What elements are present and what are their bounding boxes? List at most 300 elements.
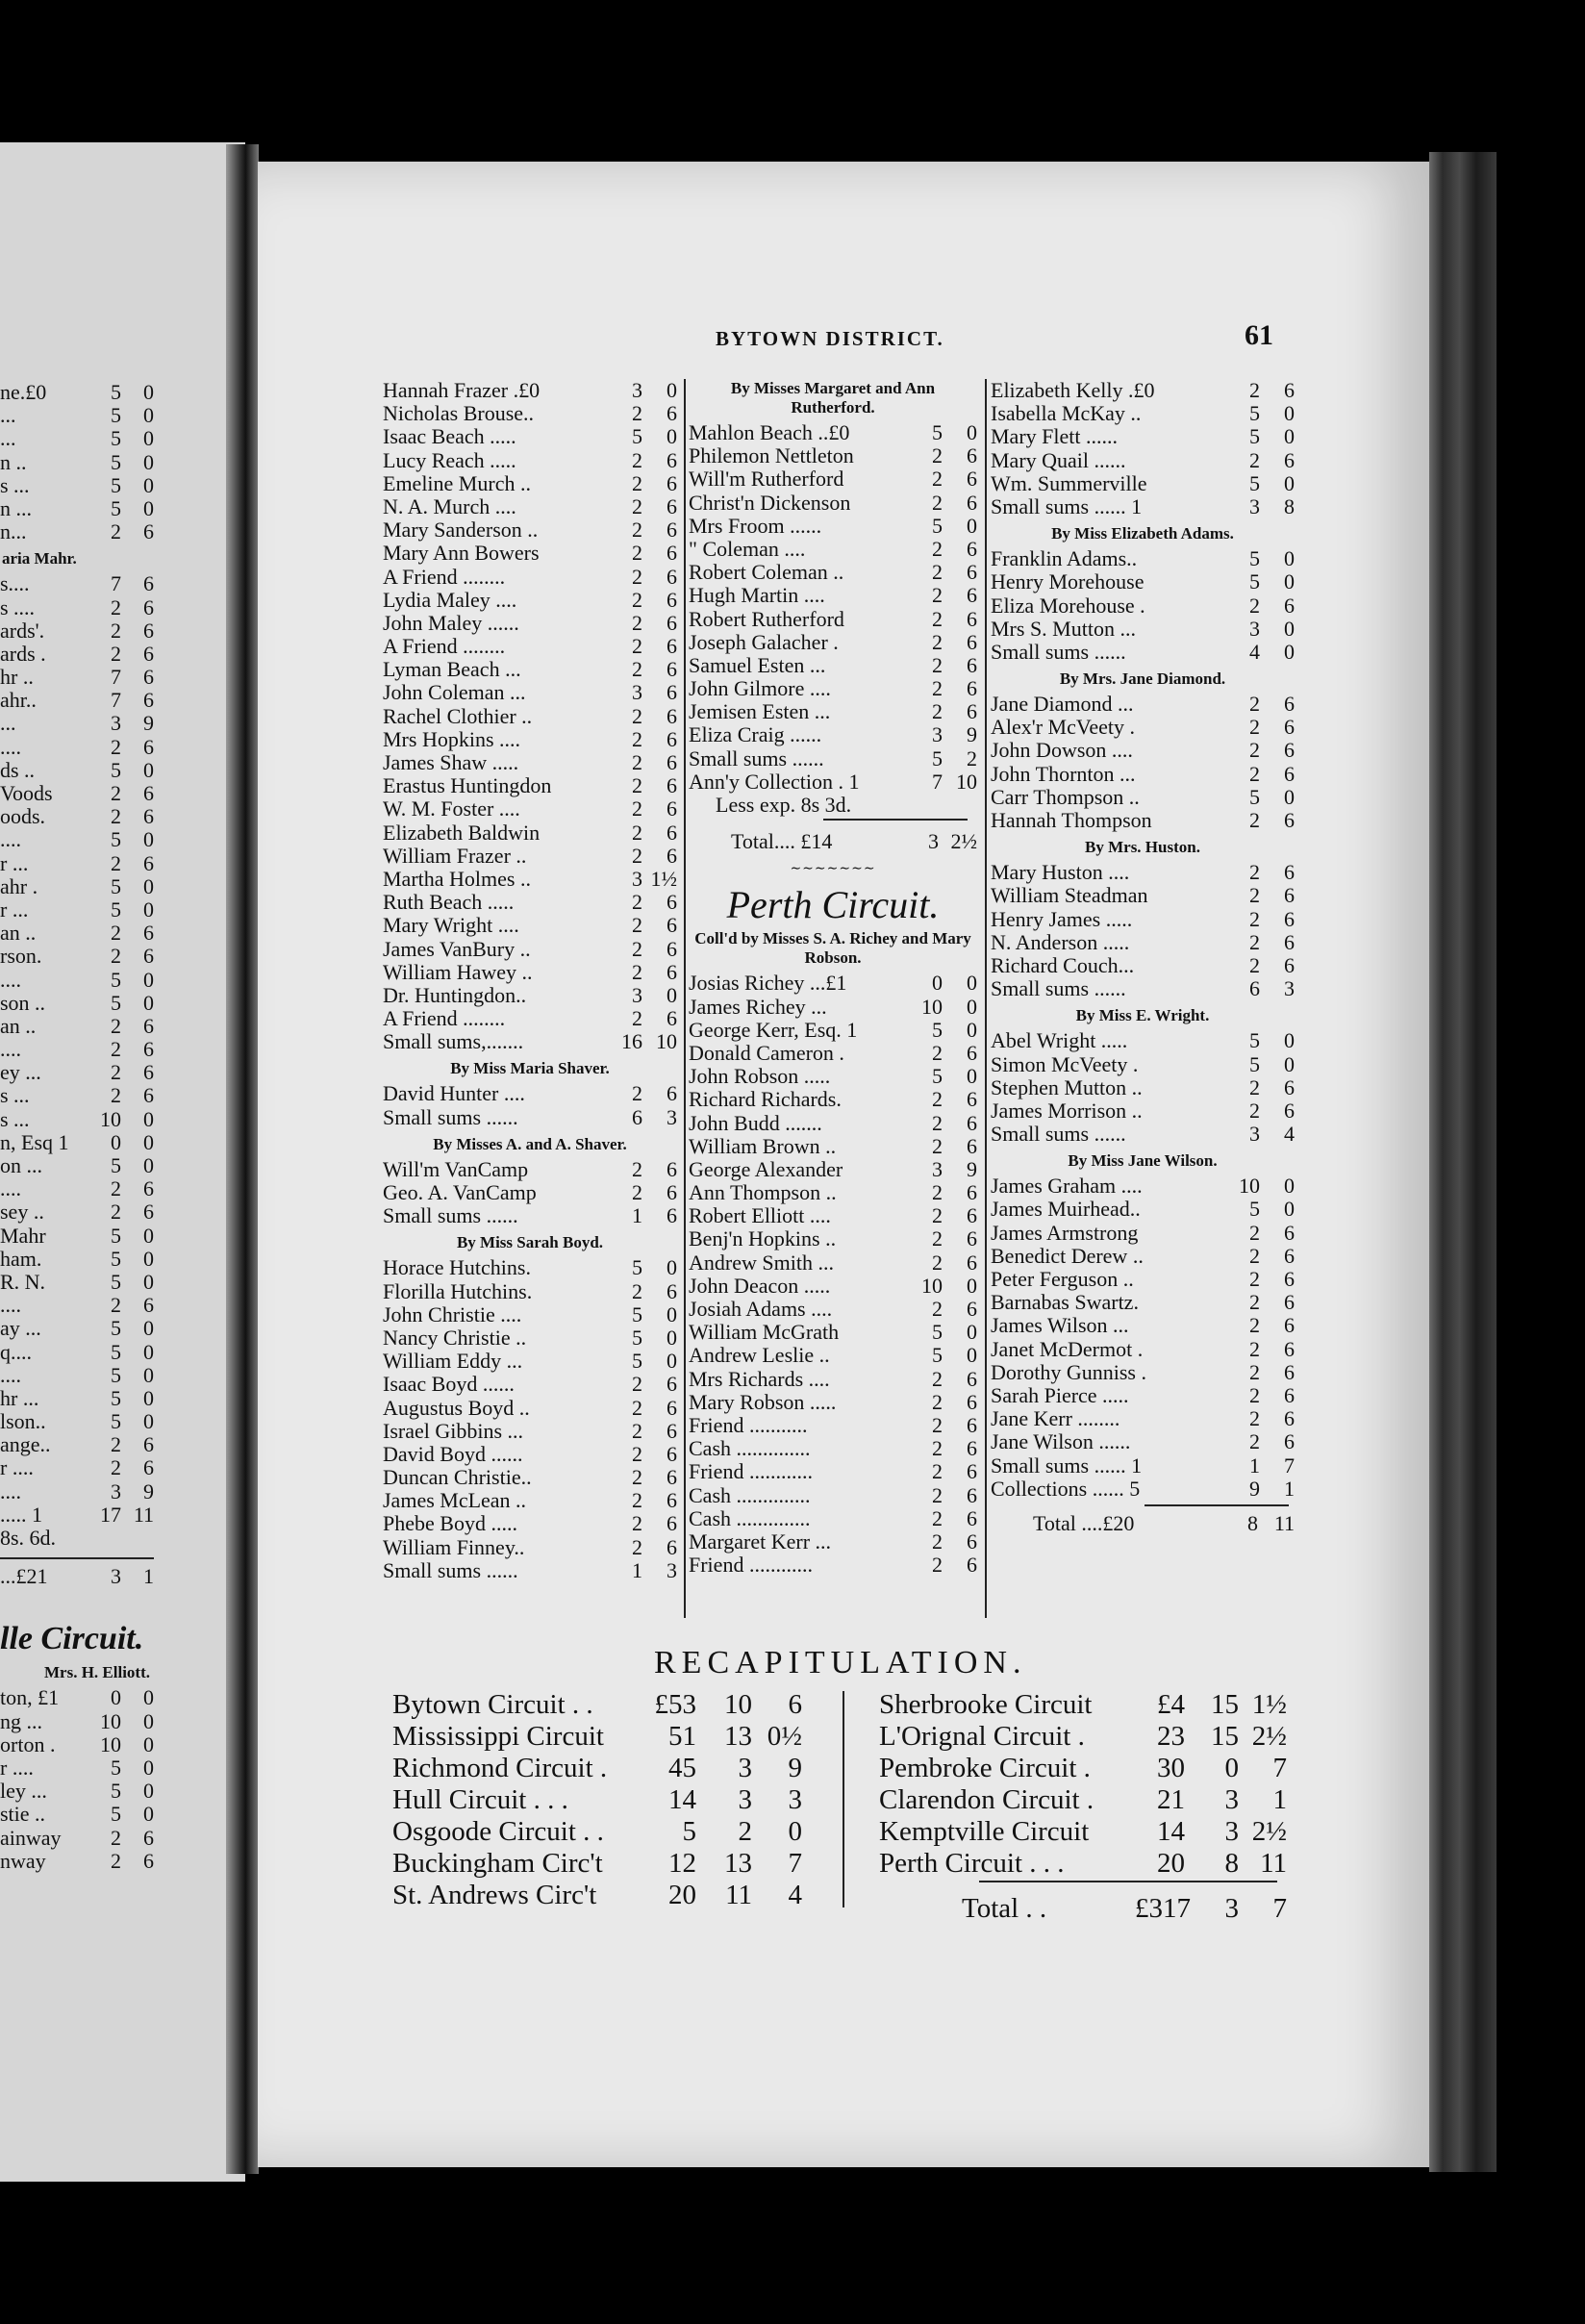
entry-amount: £317 bbox=[1135, 1893, 1191, 1924]
entry-amount: 0 bbox=[667, 1325, 677, 1350]
entry-amount: 2 bbox=[111, 1455, 121, 1480]
entry-amount: 0 bbox=[143, 1153, 154, 1177]
entry-amount: 2 bbox=[932, 1040, 943, 1065]
entry-amount: 9 bbox=[967, 1156, 977, 1181]
page-number: 61 bbox=[1245, 319, 1273, 351]
entry-name: John Thornton ... bbox=[991, 762, 1136, 786]
list-row bbox=[0, 1756, 154, 1780]
entry-amount: 0 bbox=[143, 1802, 154, 1827]
entry-amount: 2 bbox=[111, 1432, 121, 1457]
entry-amount: 6 bbox=[1284, 1267, 1295, 1291]
list-row bbox=[991, 693, 1295, 716]
list-row bbox=[383, 728, 677, 751]
entry-amount: 2 bbox=[632, 936, 642, 961]
list-row bbox=[0, 922, 154, 945]
entry-amount: 6 bbox=[967, 490, 977, 515]
column-divider-1 bbox=[684, 379, 686, 1618]
entry-name: r ... bbox=[0, 897, 29, 922]
entry-amount: 2 bbox=[932, 1180, 943, 1205]
entry-amount: 11 bbox=[1260, 1848, 1287, 1879]
entry-name: Mary Flett ...... bbox=[991, 425, 1118, 449]
entry-amount: 5 bbox=[932, 1320, 943, 1345]
entry-name: hr ... bbox=[0, 1386, 39, 1410]
entry-name: Josiah Adams .... bbox=[689, 1298, 833, 1321]
entry-name: William Brown .. bbox=[689, 1134, 837, 1158]
entry-amount: 8 bbox=[1284, 493, 1295, 518]
entry-amount: 6 bbox=[143, 734, 154, 759]
list-row bbox=[0, 992, 154, 1015]
entry-amount: 2 bbox=[932, 1110, 943, 1135]
list-row bbox=[689, 561, 977, 584]
entry-name: James Richey ... bbox=[689, 995, 827, 1019]
entry-name: A Friend ........ bbox=[383, 1007, 506, 1031]
list-row bbox=[383, 1082, 677, 1105]
entry-amount: 2 bbox=[1249, 906, 1260, 931]
entry-amount: 9 bbox=[143, 1478, 154, 1503]
entry-amount: 6 bbox=[667, 680, 677, 705]
entry-amount: 6 bbox=[143, 1200, 154, 1225]
entry-amount: 2 bbox=[111, 781, 121, 805]
entry-amount: 0 bbox=[667, 378, 677, 402]
entry-amount: 5 bbox=[932, 745, 943, 770]
entry-amount: 6 bbox=[1284, 1336, 1295, 1361]
entry-amount: 5 bbox=[1249, 401, 1260, 426]
list-row bbox=[0, 1780, 154, 1803]
entry-amount: 6 bbox=[967, 583, 977, 608]
entry-name: Small sums,....... bbox=[383, 1030, 524, 1054]
entry-amount: 0 bbox=[143, 873, 154, 898]
entry-amount: 2 bbox=[111, 944, 121, 969]
entry-name: ne.£0 bbox=[0, 381, 47, 404]
entry-amount: 0 bbox=[143, 1129, 154, 1154]
entry-name: Mary Ann Bowers bbox=[383, 542, 540, 566]
list-row bbox=[879, 1816, 1287, 1848]
list-row bbox=[0, 572, 154, 595]
entry-amount: 2 bbox=[632, 1465, 642, 1490]
entry-amount: 0 bbox=[967, 420, 977, 444]
entry-amount: 17 bbox=[100, 1502, 121, 1527]
list-row bbox=[0, 1108, 154, 1131]
entry-name: Mary Wright .... bbox=[383, 914, 519, 938]
entry-amount: 6 bbox=[667, 1180, 677, 1204]
list-row bbox=[991, 809, 1295, 832]
entry-name: n .. bbox=[0, 450, 27, 474]
list-row bbox=[879, 1784, 1287, 1816]
entry-name: Carr Thompson .. bbox=[991, 785, 1140, 809]
entry-amount: 6 bbox=[1284, 593, 1295, 618]
entry-name: Small sums ...... bbox=[991, 977, 1126, 1001]
list-row bbox=[0, 1527, 154, 1550]
entry-amount: 0 bbox=[1284, 401, 1295, 426]
entry-amount: 5 bbox=[111, 873, 121, 898]
list-row bbox=[0, 782, 154, 805]
entry-amount: 6 bbox=[667, 1278, 677, 1303]
entry-amount: 1 bbox=[632, 1557, 642, 1582]
entry-name: Augustus Boyd .. bbox=[383, 1396, 530, 1420]
list-row bbox=[392, 1721, 802, 1753]
entry-name: Cash .............. bbox=[689, 1437, 811, 1461]
entry-amount: 20 bbox=[1157, 1848, 1185, 1879]
list-row bbox=[383, 612, 677, 635]
entry-amount: 2 bbox=[932, 490, 943, 515]
list-row bbox=[991, 1198, 1295, 1221]
entry-amount: 0 bbox=[143, 380, 154, 404]
entry-name: James Wilson ... bbox=[991, 1314, 1129, 1338]
entry-name: Mahlon Beach ..£0 bbox=[689, 421, 850, 444]
entry-amount: 0 bbox=[143, 1731, 154, 1756]
entry-amount: 0 bbox=[1284, 569, 1295, 594]
list-row bbox=[383, 1489, 677, 1512]
entry-amount: 2 bbox=[632, 470, 642, 495]
list-row bbox=[383, 566, 677, 589]
entry-amount: 2 bbox=[632, 703, 642, 728]
list-row bbox=[689, 515, 977, 538]
entry-amount: 2 bbox=[111, 1293, 121, 1318]
list-row bbox=[0, 404, 154, 427]
list-row bbox=[991, 1291, 1295, 1314]
entry-name: s ... bbox=[0, 1084, 30, 1108]
list-row bbox=[383, 1512, 677, 1535]
entry-name: Richmond Circuit . bbox=[392, 1753, 608, 1783]
entry-name: Collections ...... 5 bbox=[991, 1477, 1141, 1501]
entry-name: 8s. 6d. bbox=[0, 1527, 57, 1550]
entry-amount: 3 bbox=[932, 1156, 943, 1181]
entry-name: N. A. Murch .... bbox=[383, 494, 516, 518]
entry-amount: 0 bbox=[1284, 1197, 1295, 1222]
list-row bbox=[383, 1420, 677, 1443]
entry-amount: 2 bbox=[1249, 929, 1260, 954]
entry-amount: 2 bbox=[1249, 808, 1260, 832]
entry-amount: 2 bbox=[111, 1825, 121, 1850]
entry-amount: 2 bbox=[632, 913, 642, 938]
entry-amount: 2 bbox=[632, 843, 642, 868]
entry-amount: 6 bbox=[1284, 1220, 1295, 1245]
list-row bbox=[383, 402, 677, 425]
entry-name: Martha Holmes .. bbox=[383, 867, 531, 891]
entry-amount: 2 bbox=[1249, 1429, 1260, 1454]
entry-name: Dorothy Gunniss . bbox=[991, 1360, 1146, 1384]
entry-amount: 14 bbox=[668, 1784, 696, 1815]
entry-name: Duncan Christie.. bbox=[383, 1466, 532, 1490]
list-row bbox=[689, 538, 977, 561]
entry-amount: 3 bbox=[738, 1784, 752, 1815]
entry-amount: 0 bbox=[143, 1362, 154, 1387]
entry-amount: 1 bbox=[1272, 1784, 1287, 1815]
entry-amount: 4 bbox=[1284, 1122, 1295, 1147]
list-row bbox=[383, 1326, 677, 1350]
entry-amount: 6 bbox=[1284, 808, 1295, 832]
entry-amount: 3 bbox=[738, 1753, 752, 1783]
entry-name: Mrs Richards .... bbox=[689, 1367, 830, 1391]
subheading-elizabeth-adams: By Miss Elizabeth Adams. bbox=[1051, 524, 1234, 543]
entry-amount: 0 bbox=[967, 1017, 977, 1042]
entry-name: Total . . bbox=[962, 1893, 1047, 1924]
entry-name: Bytown Circuit . . bbox=[392, 1689, 593, 1720]
entry-name: A Friend ........ bbox=[383, 635, 506, 659]
list-row bbox=[0, 1341, 154, 1364]
subheading-sarah-boyd: By Miss Sarah Boyd. bbox=[456, 1233, 604, 1252]
entry-amount: 5 bbox=[111, 1755, 121, 1780]
list-row bbox=[0, 1317, 154, 1340]
entry-amount: 1½ bbox=[1251, 1689, 1287, 1720]
col2-total-rule bbox=[823, 819, 968, 821]
entry-name: .... bbox=[0, 735, 21, 759]
list-row bbox=[879, 1689, 1287, 1721]
column-2 bbox=[689, 379, 977, 1577]
list-row bbox=[991, 1053, 1295, 1076]
entry-amount: 2 bbox=[111, 1037, 121, 1062]
list-row bbox=[879, 1721, 1287, 1753]
entry-name: Mrs S. Mutton ... bbox=[991, 617, 1136, 641]
list-row bbox=[0, 1686, 154, 1709]
entry-amount: 6 bbox=[667, 936, 677, 961]
list-row bbox=[991, 1175, 1295, 1198]
entry-name: Friend ............ bbox=[689, 1460, 813, 1484]
entry-amount: 6 bbox=[667, 843, 677, 868]
list-row bbox=[0, 1456, 154, 1479]
entry-amount: 15 bbox=[1211, 1689, 1239, 1720]
entry-amount: 6 bbox=[967, 629, 977, 654]
entry-amount: 1 bbox=[143, 1564, 154, 1589]
entry-amount: 6 bbox=[1284, 906, 1295, 931]
entry-amount: 7 bbox=[1272, 1753, 1287, 1783]
entry-amount: 6 bbox=[667, 1372, 677, 1397]
entry-name: ng ... bbox=[0, 1709, 42, 1733]
entry-amount bbox=[85, 1527, 121, 1550]
entry-amount: 9 bbox=[788, 1753, 802, 1783]
list-row bbox=[383, 472, 677, 495]
entry-amount: 0 bbox=[967, 1320, 977, 1345]
entry-amount: 6 bbox=[967, 1180, 977, 1205]
list-row bbox=[383, 518, 677, 542]
list-row bbox=[689, 972, 977, 995]
list-row bbox=[383, 1397, 677, 1420]
entry-name: Osgoode Circuit . . bbox=[392, 1816, 604, 1847]
entry-amount: 2 bbox=[111, 1060, 121, 1085]
entry-name: Elizabeth Baldwin bbox=[383, 821, 541, 845]
entry-amount: 2 bbox=[1249, 1406, 1260, 1431]
list-row bbox=[392, 1848, 802, 1880]
entry-amount: 2½ bbox=[1251, 1816, 1287, 1847]
list-row bbox=[689, 1019, 977, 1042]
entry-amount: 3 bbox=[928, 829, 939, 854]
entry-amount: 5 bbox=[1249, 546, 1260, 571]
entry-name: ...£21 bbox=[0, 1565, 48, 1589]
entry-amount: 3 bbox=[1224, 1816, 1239, 1847]
list-row bbox=[689, 1042, 977, 1065]
entry-name: Clarendon Circuit . bbox=[879, 1784, 1094, 1815]
entry-name: s.... bbox=[0, 572, 30, 596]
list-row bbox=[689, 700, 977, 723]
list-row bbox=[0, 1433, 154, 1456]
entry-name: on ... bbox=[0, 1154, 42, 1177]
perth-circuit-title: Perth Circuit. bbox=[726, 883, 940, 927]
entry-amount: 2 bbox=[111, 921, 121, 946]
entry-amount: 20 bbox=[668, 1880, 696, 1910]
entry-name: Perth Circuit . . . bbox=[879, 1848, 1065, 1879]
entry-name: Isabella McKay .. bbox=[991, 402, 1142, 426]
entry-amount: 2 bbox=[111, 641, 121, 666]
entry-name: W. M. Foster .... bbox=[383, 797, 520, 821]
entry-amount: 2 bbox=[111, 850, 121, 875]
entry-amount: 0 bbox=[143, 1106, 154, 1131]
entry-amount: 3 bbox=[1284, 976, 1295, 1001]
entry-amount: 6 bbox=[1284, 883, 1295, 908]
entry-amount: 0 bbox=[788, 1816, 802, 1847]
entry-amount: 15 bbox=[1211, 1721, 1239, 1752]
entry-amount: 6 bbox=[1284, 761, 1295, 786]
total-row bbox=[0, 1565, 154, 1588]
entry-name: Lyman Beach ... bbox=[383, 658, 521, 682]
list-row bbox=[383, 1443, 677, 1466]
entry-amount: 0 bbox=[143, 472, 154, 497]
entry-name: orton . bbox=[0, 1732, 56, 1756]
entry-name: Ruth Beach ..... bbox=[383, 891, 515, 915]
entry-amount: 5 bbox=[111, 1362, 121, 1387]
entry-amount: 3 bbox=[667, 1557, 677, 1582]
entry-amount: 2 bbox=[632, 773, 642, 798]
recap-title: RECAPITULATION. bbox=[654, 1645, 1027, 1680]
entry-amount: 5 bbox=[111, 1246, 121, 1271]
entry-name: Pembroke Circuit . bbox=[879, 1753, 1091, 1783]
entry-amount: 5 bbox=[932, 1343, 943, 1368]
entry-name: Lucy Reach ..... bbox=[383, 448, 516, 472]
entry-name: n ... bbox=[0, 496, 32, 520]
list-row bbox=[689, 1298, 977, 1321]
entry-amount: 2 bbox=[932, 652, 943, 677]
entry-amount: 6 bbox=[667, 564, 677, 589]
list-row bbox=[0, 1225, 154, 1248]
entry-amount: 0 bbox=[667, 1255, 677, 1280]
entry-amount: 2 bbox=[932, 1412, 943, 1437]
entry-amount: 6 bbox=[143, 618, 154, 643]
entry-name: Total ....£20 bbox=[1033, 1511, 1135, 1535]
entry-name: .... bbox=[0, 828, 21, 852]
entry-amount: 0 bbox=[667, 1301, 677, 1326]
entry-amount: 2 bbox=[632, 634, 642, 659]
entry-name: r .... bbox=[0, 1456, 34, 1480]
column-1 bbox=[383, 379, 677, 1582]
entry-amount: 6 bbox=[143, 1455, 154, 1480]
list-row bbox=[689, 1135, 977, 1158]
entry-name: nway bbox=[0, 1849, 46, 1873]
entry-amount: 2 bbox=[1249, 715, 1260, 740]
entry-amount: 6 bbox=[667, 703, 677, 728]
list-row bbox=[991, 861, 1295, 884]
entry-amount: 7 bbox=[111, 571, 121, 596]
entry-amount: 2 bbox=[111, 1013, 121, 1038]
entry-amount: 5 bbox=[111, 1269, 121, 1294]
entry-amount: 6 bbox=[667, 1395, 677, 1420]
entry-amount: 2 bbox=[632, 1156, 642, 1181]
entry-amount: 2 bbox=[632, 1278, 642, 1303]
entry-amount: 0 bbox=[143, 1779, 154, 1804]
entry-name: Kemptville Circuit bbox=[879, 1816, 1090, 1847]
list-row bbox=[991, 449, 1295, 472]
list-row bbox=[0, 1387, 154, 1410]
list-row bbox=[991, 763, 1295, 786]
entry-name: Samuel Esten ... bbox=[689, 653, 826, 677]
entry-name: r ... bbox=[0, 851, 29, 875]
entry-amount: 11 bbox=[133, 1502, 154, 1527]
list-row bbox=[991, 716, 1295, 739]
list-row bbox=[0, 596, 154, 619]
entry-amount: 5 bbox=[111, 990, 121, 1015]
list-row bbox=[392, 1784, 802, 1816]
list-row bbox=[689, 492, 977, 515]
entry-amount: 2 bbox=[632, 959, 642, 984]
entry-amount: 5 bbox=[1249, 1028, 1260, 1053]
entry-amount: 51 bbox=[668, 1721, 696, 1752]
entry-name: James VanBury .. bbox=[383, 937, 531, 961]
entry-name: John Christie .... bbox=[383, 1302, 522, 1326]
entry-amount: 13 bbox=[724, 1848, 752, 1879]
entry-amount: 6 bbox=[143, 665, 154, 690]
list-row bbox=[0, 1803, 154, 1826]
list-row bbox=[0, 451, 154, 474]
list-row bbox=[383, 658, 677, 681]
entry-amount: 2 bbox=[111, 618, 121, 643]
list-row bbox=[0, 1038, 154, 1061]
entry-amount: 10 bbox=[921, 1273, 943, 1298]
entry-name: Rachel Clothier .. bbox=[383, 704, 533, 728]
entry-name: John Budd ....... bbox=[689, 1111, 822, 1135]
entry-amount: 0 bbox=[967, 1064, 977, 1089]
entry-name: James Armstrong bbox=[991, 1221, 1139, 1245]
entry-amount: 6 bbox=[1284, 715, 1295, 740]
list-row bbox=[689, 1158, 977, 1181]
entry-amount: 2 bbox=[111, 1176, 121, 1201]
list-row bbox=[991, 1076, 1295, 1099]
entry-name: Jemisen Esten ... bbox=[689, 700, 831, 724]
entry-amount: 0 bbox=[143, 403, 154, 428]
entry-amount: 0 bbox=[967, 513, 977, 538]
list-row bbox=[383, 821, 677, 845]
entry-name: ay ... bbox=[0, 1317, 41, 1341]
entry-amount: 3 bbox=[111, 1564, 121, 1589]
entry-amount: 6 bbox=[143, 781, 154, 805]
list-row bbox=[689, 467, 977, 491]
list-row bbox=[991, 618, 1295, 641]
entry-name: John Robson ..... bbox=[689, 1065, 831, 1089]
entry-name: James Graham .... bbox=[991, 1175, 1143, 1199]
list-row bbox=[689, 1344, 977, 1367]
entry-amount: 6 bbox=[667, 1465, 677, 1490]
recap-total-rule bbox=[979, 1881, 1277, 1882]
entry-amount: 2 bbox=[932, 1203, 943, 1228]
list-row bbox=[689, 444, 977, 467]
list-row bbox=[991, 641, 1295, 664]
entry-amount: 6 bbox=[667, 1511, 677, 1536]
entry-amount: 2½ bbox=[950, 829, 977, 854]
entry-amount: 6 bbox=[1284, 1429, 1295, 1454]
entry-amount: 0 bbox=[143, 1685, 154, 1710]
entry-amount: 6 bbox=[143, 850, 154, 875]
entry-name: Alex'r McVeety . bbox=[991, 716, 1135, 740]
entry-amount: 5 bbox=[632, 1349, 642, 1374]
entry-amount: 6 bbox=[143, 1825, 154, 1850]
entry-amount: 6 bbox=[143, 688, 154, 713]
entry-amount: 1 bbox=[632, 1203, 642, 1228]
list-row bbox=[689, 631, 977, 654]
entry-amount: 5 bbox=[1249, 784, 1260, 809]
list-row bbox=[689, 1414, 977, 1437]
entry-amount: 2 bbox=[932, 1366, 943, 1391]
entry-name: Will'm VanCamp bbox=[383, 1157, 529, 1181]
list-row bbox=[0, 852, 154, 875]
list-row bbox=[0, 969, 154, 992]
entry-name: Friend ........... bbox=[689, 1413, 808, 1437]
